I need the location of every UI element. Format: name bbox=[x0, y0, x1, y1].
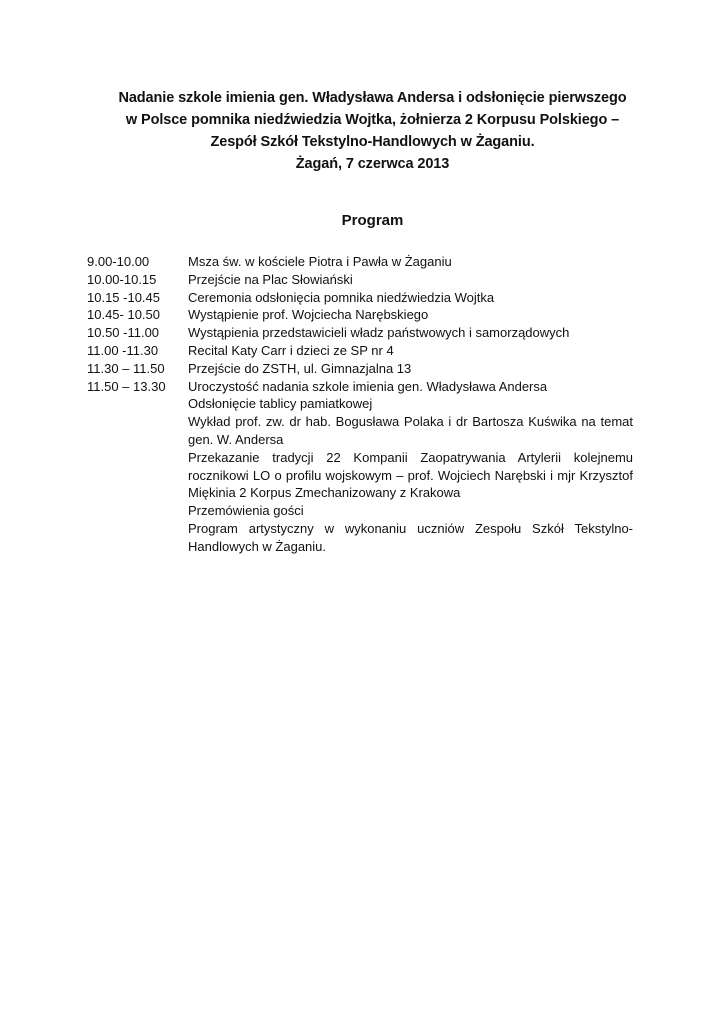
schedule-time: 10.50 -11.00 bbox=[87, 325, 160, 341]
schedule-row bbox=[87, 306, 633, 324]
schedule-description: Wystąpienie prof. Wojciecha Narębskiego bbox=[188, 307, 429, 323]
schedule-time: 9.00-10.00 bbox=[87, 254, 150, 269]
header-line-1: Nadanie szkole imienia gen. Władysława Andersa i odsłonięcie pierwszego bbox=[118, 90, 627, 106]
sub-item: Przemówienia gości bbox=[188, 503, 304, 519]
schedule-description: Msza św. w kościele Piotra i Pawła w Żaganiu bbox=[188, 254, 452, 269]
header-line-2: w Polsce pomnika niedźwiedzia Wojtka, żołnierza 2 Korpusu Polskiego – bbox=[125, 112, 620, 128]
schedule-description: Wystąpienia przedstawicieli władz państwowych i samorządowych bbox=[188, 325, 570, 341]
sub-item: Przekazanie tradycji 22 Kompanii Zaopatrywania Artylerii kolejnemu rocznikowi LO o profilu wojskowym – prof. Wojciech Narębski i mjr Krzysztof Miękinia 2 Korpus Zmechanizowany z Krakowa bbox=[188, 449, 633, 501]
schedule-time: 11.30 – 11.50 bbox=[87, 360, 165, 376]
schedule-time: 11.00 -11.30 bbox=[87, 342, 159, 358]
header-line-3: Zespół Szkół Tekstylno-Handlowych w Żaganiu. bbox=[210, 134, 535, 150]
schedule-description: Recital Katy Carr i dzieci ze SP nr 4 bbox=[188, 342, 394, 358]
schedule-time: 11.50 – 13.30 bbox=[87, 378, 166, 394]
schedule-time: 10.45- 10.50 bbox=[87, 307, 161, 323]
document-header bbox=[90, 87, 655, 175]
schedule-description: Ceremonia odsłonięcia pomnika niedźwiedzia Wojtka bbox=[188, 289, 495, 305]
header-date: Żagań, 7 czerwca 2013 bbox=[295, 156, 450, 172]
schedule-row bbox=[87, 271, 633, 289]
schedule-subitems bbox=[188, 395, 633, 555]
schedule-time-empty bbox=[87, 395, 188, 555]
schedule-description: Przejście do ZSTH, ul. Gimnazjalna 13 bbox=[188, 360, 412, 376]
schedule-subitems-row bbox=[87, 395, 633, 555]
schedule-row bbox=[87, 360, 633, 378]
schedule-row bbox=[87, 289, 633, 307]
schedule-description: Uroczystość nadania szkole imienia gen. Władysława Andersa bbox=[188, 378, 548, 394]
schedule-time: 10.00-10.15 bbox=[87, 271, 157, 287]
schedule-row bbox=[87, 378, 633, 396]
sub-item: Odsłonięcie tablicy pamiatkowej bbox=[188, 396, 373, 412]
sub-item: Program artystyczny w wykonaniu uczniów Zespołu Szkół Tekstylno-Handlowych w Żaganiu. bbox=[188, 520, 633, 554]
sub-item: Wykład prof. zw. dr hab. Bogusława Polaka i dr Bartosza Kuświka na temat gen. W. Andersa bbox=[188, 414, 633, 447]
schedule bbox=[87, 253, 633, 556]
program-title: Program bbox=[341, 212, 404, 229]
schedule-row bbox=[87, 324, 633, 342]
schedule-row bbox=[87, 342, 633, 360]
schedule-time: 10.15 -10.45 bbox=[87, 289, 161, 305]
schedule-description: Przejście na Plac Słowiański bbox=[188, 271, 353, 287]
schedule-row bbox=[87, 253, 633, 271]
